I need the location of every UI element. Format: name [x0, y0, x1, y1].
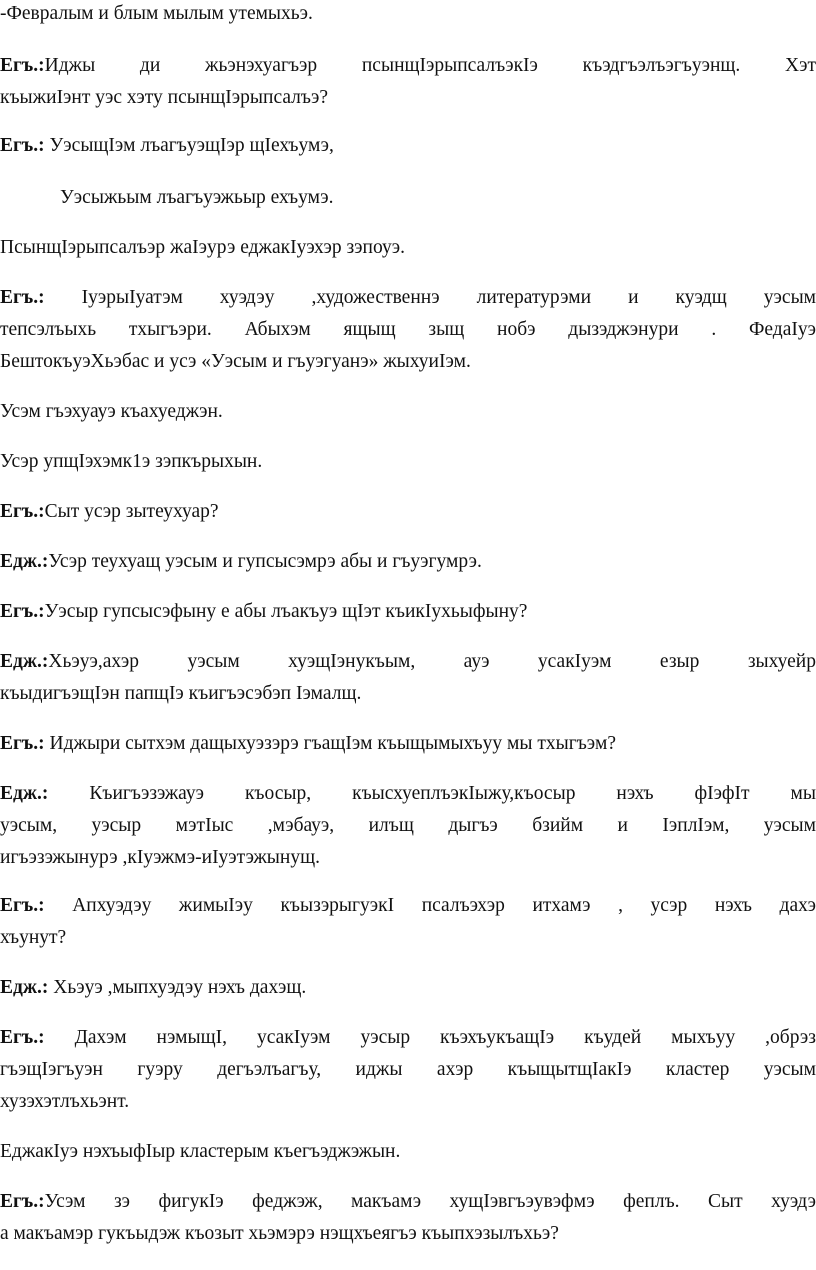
paragraph-line: хузэхэтлъхьэнт.: [0, 1091, 130, 1112]
paragraph-text: IуэрыIуатэм хуэдэу ,художественнэ литературэми и куэдщ уэсым: [81, 287, 816, 308]
paragraph-text: Иджыри сытхэм дащыхуэзэрэ гъащIэм къыщымыхъуу мы тхыгъэм?: [49, 733, 616, 754]
speaker-label-teacher: Егъ.:: [0, 501, 45, 522]
paragraph-line: [0, 1022, 816, 1054]
paragraph-line: [0, 496, 219, 528]
paragraph-line: уэсым, уэсыр мэтIыс ,мэбауэ, илъщ дыгъэ бзийм и IэплIэм, уэсым: [0, 815, 816, 836]
paragraph-line: [0, 972, 306, 1004]
paragraph-line: [0, 130, 334, 162]
paragraph-line: [0, 282, 816, 314]
paragraph-line: Усэр упщIэхэмк1э зэпкърыхын.: [0, 451, 263, 472]
paragraph-line: ЕджакIуэ нэхъыфIыр кластерым къегъэджэжын.: [0, 1141, 401, 1162]
paragraph-text: Хьэуэ ,мыпхуэдэу нэхъ дахэщ.: [53, 977, 307, 998]
poem-line: УэсыщIэм лъагъуэщIэр щIехъумэ,: [49, 135, 334, 156]
paragraph-line: гъэщIэгъуэн гуэру дегъэлъагъу, иджы ахэр къыщытщIакIэ кластер уэсым: [0, 1059, 816, 1080]
paragraph-text: Къигъэзэжауэ къосыр, къысхуеплъэкIыжу,къосыр нэхъ фIэфIт мы: [89, 783, 816, 804]
paragraph-line: къыжиIэнт уэс хэту псынщIэрыпсалъэ?: [0, 87, 329, 108]
paragraph-text: Усэр теухуащ уэсым и гупсысэмрэ абы и гъуэгумрэ.: [48, 551, 482, 572]
speaker-label-teacher: Егъ.:: [0, 895, 45, 916]
speaker-label-pupil: Едж.:: [0, 977, 49, 998]
paragraph-line: а макъамэр гукъыдэж къозыт хьэмэрэ нэщхъеягъэ къыпхэзылъхьэ?: [0, 1223, 559, 1244]
paragraph-line: [0, 546, 482, 578]
paragraph-line: тепсэлъыхь тхыгъэри. Абыхэм ящыщ зыщ нобэ дызэджэнури . ФедаIуэ: [0, 319, 816, 340]
speaker-label-teacher: Егъ.:: [0, 1191, 45, 1212]
paragraph-line: [0, 50, 816, 82]
paragraph-line: къыдигъэщIэн папщIэ къигъэсэбэп Iэмалщ.: [0, 683, 362, 704]
poem-line: Уэсыжьым лъагъуэжьыр ехъумэ.: [60, 187, 334, 208]
speaker-label-teacher: Егъ.:: [0, 55, 45, 76]
paragraph-line: [0, 728, 616, 760]
paragraph-line: игъэзэжынурэ ,кIуэжмэ-иIуэтэжынущ.: [0, 847, 320, 868]
paragraph-line: [0, 596, 527, 628]
paragraph-text: Уэсыр гупсысэфыну е абы лъакъуэ щIэт къикIухьыфыну?: [44, 601, 528, 622]
paragraph-intro: -Февралым и блым мылым утемыхьэ.: [0, 3, 313, 24]
speaker-label-teacher: Егъ.:: [0, 601, 45, 622]
paragraph-line: [0, 890, 816, 922]
paragraph-text: Апхуэдэу жимыIэу къызэрыгуэкI псалъэхэр итхамэ , усэр нэхъ дахэ: [72, 895, 816, 916]
paragraph-text: Сыт усэр зытеухуар?: [44, 501, 219, 522]
paragraph-line: БештокъуэХьэбас и усэ «Уэсым и гъуэгуанэ» жыхуиIэм.: [0, 351, 471, 372]
speaker-label-pupil: Едж.:: [0, 651, 49, 672]
paragraph-line: хъунут?: [0, 927, 67, 948]
paragraph-line: ПсынщIэрыпсалъэр жаIэурэ еджакIуэхэр зэпоуэ.: [0, 237, 405, 258]
paragraph-text: Усэм зэ фигукIэ феджэж, макъамэ хущIэвгъэувэфмэ феплъ. Сыт хуэдэ: [44, 1191, 816, 1212]
paragraph-line: [0, 778, 816, 810]
paragraph-line: [0, 646, 816, 678]
speaker-label-pupil: Едж.:: [0, 783, 49, 804]
speaker-label-teacher: Егъ.:: [0, 287, 45, 308]
paragraph-text: Дахэм нэмыщI, усакIуэм уэсыр къэхъукъащIэ къудей мыхъуу ,обрэз: [74, 1027, 816, 1048]
speaker-label-teacher: Егъ.:: [0, 135, 45, 156]
paragraph-text: Хьэуэ,ахэр уэсым хуэщIэнукъым, ауэ усакIуэм езыр зыхуейр: [48, 651, 816, 672]
paragraph-line: [0, 1186, 816, 1218]
paragraph-line: Усэм гъэхуауэ къахуеджэн.: [0, 401, 223, 422]
speaker-label-teacher: Егъ.:: [0, 733, 45, 754]
speaker-label-pupil: Едж.:: [0, 551, 49, 572]
speaker-label-teacher: Егъ.:: [0, 1027, 45, 1048]
paragraph-text: Иджы ди жьэнэхуагъэр псынщIэрыпсалъэкIэ къэдгъэлъэгъуэнщ. Хэт: [44, 55, 816, 76]
